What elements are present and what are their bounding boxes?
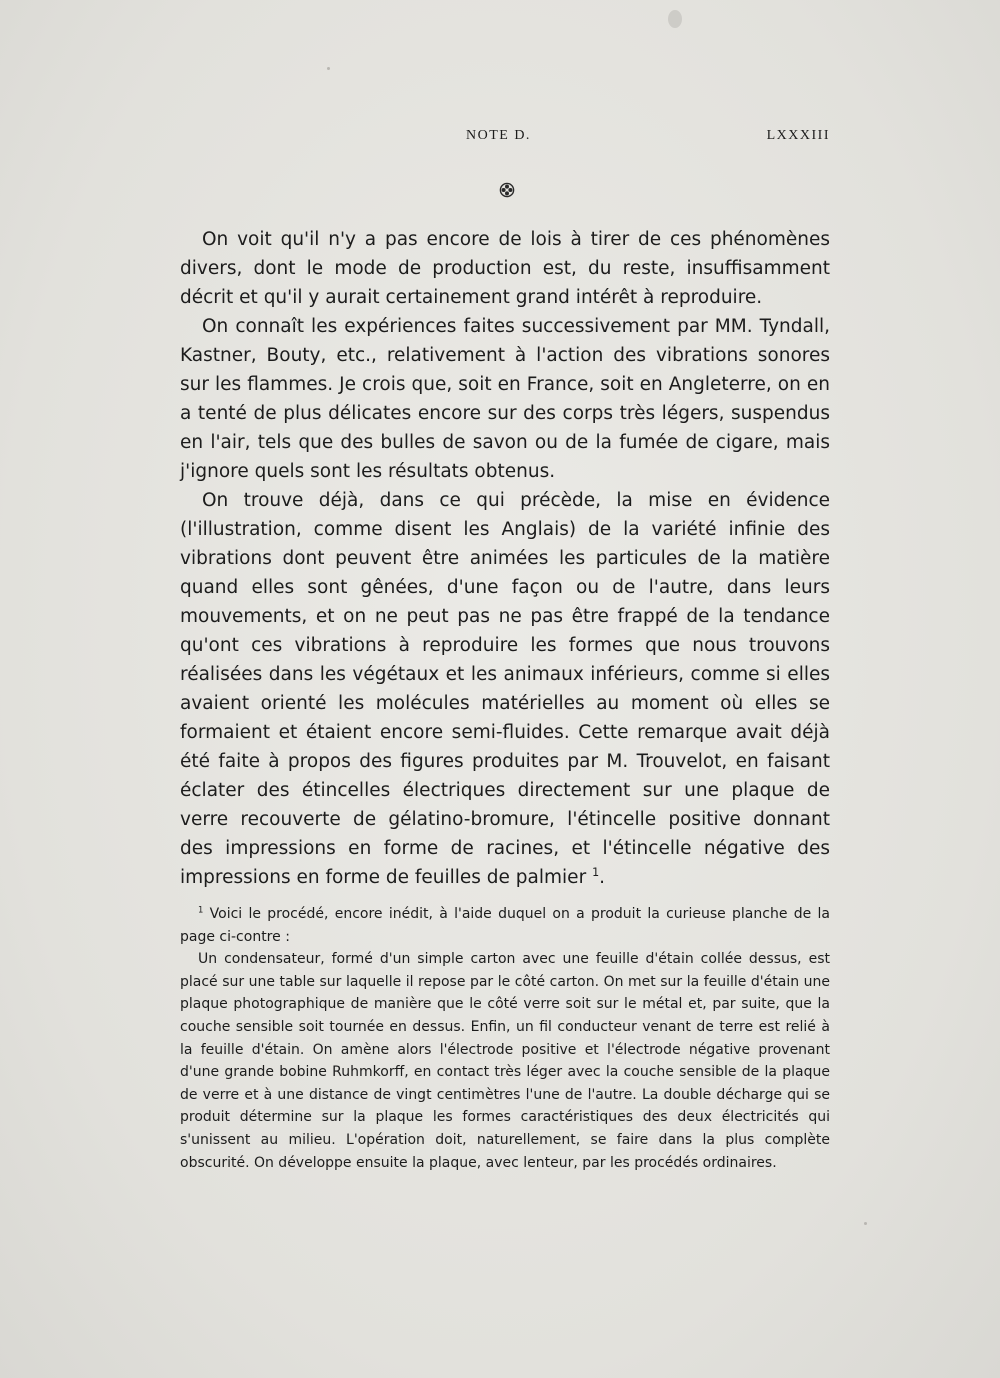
footnote-block xyxy=(180,903,830,1174)
paragraph-3 xyxy=(180,486,830,892)
running-title: NOTE D. xyxy=(466,128,531,143)
paragraph-3-tail: . xyxy=(599,867,606,888)
rosette-ornament-icon xyxy=(499,182,515,198)
main-text xyxy=(180,225,830,892)
footnote-marker: 1 xyxy=(198,904,204,915)
footnote-intro xyxy=(180,903,830,948)
paragraph-2-text: On connaît les expériences faites successivement par MM. Tyndall, Kastner, Bouty, etc., relativement à l'action des vibrations sonores sur les flammes. Je crois que, soit en France, soit en Angleterre, on en a tenté de plus délicates encore sur des corps très légers, suspendus en l'air, tels que des bulles de savon ou de la fumée de cigare, mais j'ignore quels sont les résultats obtenus. xyxy=(180,316,830,482)
paragraph-3-text: On trouve déjà, dans ce qui précède, la mise en évidence (l'illustration, comme disent les Anglais) de la variété infinie des vibrations dont peuvent être animées les particules de la matière quand elles sont gênées, d'une façon ou de l'autre, dans leurs mouvements, et on ne peut pas ne pas être frappé de la tendance qu'ont ces vibrations à reproduire les formes que nous trouvons réalisées dans les végétaux et les animaux inférieurs, comme si elles avaient orienté les molécules matérielles au moment où elles se formaient et étaient encore semi-fluides. Cette remarque avait déjà été faite à propos des figures produites par M. Trouvelot, en faisant éclater des étincelles électriques directement sur une plaque de verre recouverte de gélatino-bromure, l'étincelle positive donnant des impressions en forme de racines, et l'étincelle négative des impressions en forme de feuilles de palmier xyxy=(180,490,830,888)
footnote-intro-text: Voici le procédé, encore inédit, à l'aide duquel on a produit la curieuse planche de la page ci-contre : xyxy=(180,906,830,945)
paper-speck xyxy=(864,1222,867,1225)
paper-speck xyxy=(327,67,330,70)
footnote-body xyxy=(180,948,830,1174)
footnote-reference[interactable]: 1 xyxy=(592,865,600,879)
paragraph-2 xyxy=(180,312,830,486)
paragraph-1-text: On voit qu'il n'y a pas encore de lois à tirer de ces phénomènes divers, dont le mode de production est, du reste, insuffisamment décrit et qu'il y aurait certainement grand intérêt à reproduire. xyxy=(180,229,830,308)
page-number: LXXXIII xyxy=(766,128,830,143)
paper-speck xyxy=(668,10,682,28)
running-header xyxy=(180,128,830,152)
footnote-body-text: Un condensateur, formé d'un simple carton avec une feuille d'étain collée dessus, est placé sur une table sur laquelle il repose par le côté carton. On met sur la feuille d'étain une plaque photographique de manière que le côté verre soit sur le métal et, par suite, que la couche sensible soit tournée en dessus. Enfin, un fil conducteur venant de terre est relié à la feuille d'étain. On amène alors l'électrode positive et l'électrode négative provenant d'une grande bobine Ruhmkorff, en contact très léger avec la couche sensible de la plaque de verre et à une distance de vingt centimètres l'une de l'autre. La double décharge qui se produit détermine sur la plaque les formes caractéristiques des deux électricités qui s'unissent au milieu. L'opération doit, naturellement, se faire dans la plus complète obscurité. On développe ensuite la plaque, avec lenteur, par les procédés ordinaires. xyxy=(180,951,830,1171)
paragraph-1 xyxy=(180,225,830,312)
